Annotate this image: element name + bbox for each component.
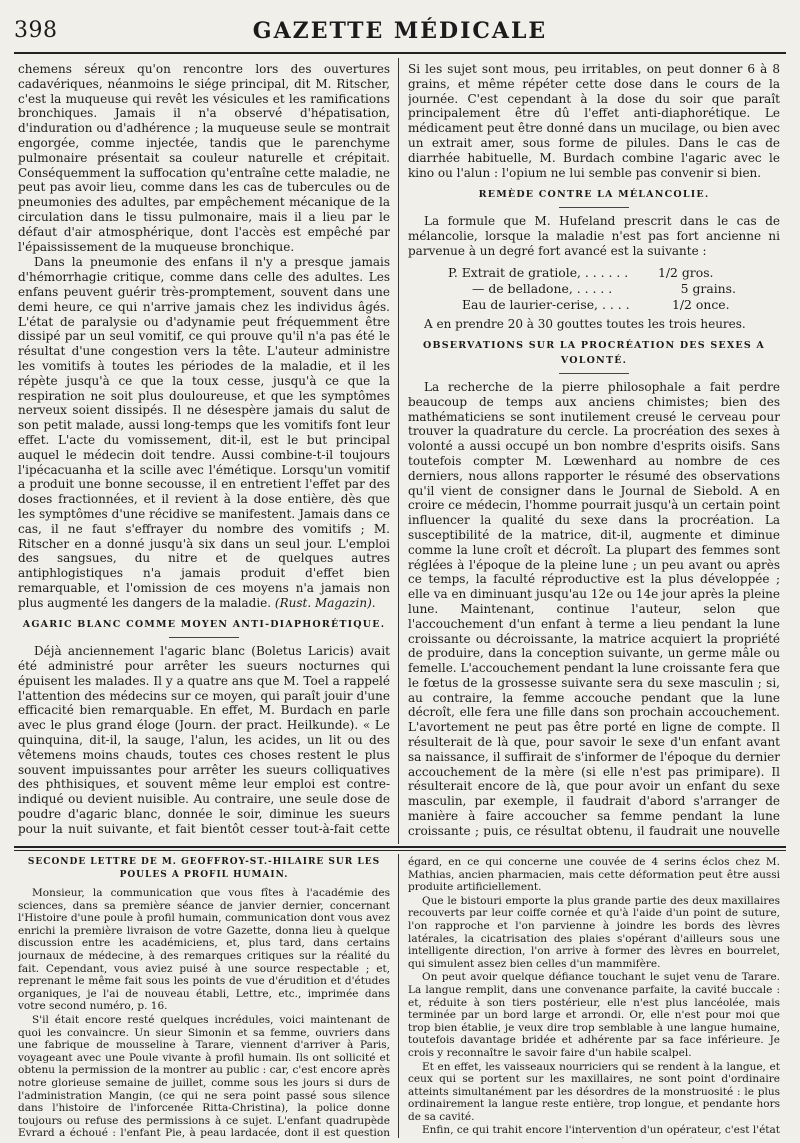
feuilleton-rule xyxy=(14,846,786,848)
feuilleton-left-column xyxy=(18,856,390,1138)
article-paragraph: La recherche de la pierre philosophale a fait perdre beaucoup de temps aux anciens chimistes; bien des mathématiciens se sont inutilement creusé le cerveau pour trouver la quadrature du cercle. La procréation des sexes à volonté a aussi occupé un bon nombre d'esprits oisifs. Sans toutefois compter M. Lœwenhard au nombre de ces derniers, nous allons rapporter le résumé des observations qu'il vient de consigner dans le Journal de Siebold. A en croire ce médecin, l'homme pourrait jusqu'à un certain point influencer la qualité du sexe dans la procréation. La susceptibilité de la matrice, dit-il, augmente et diminue comme la lune croît et décroît. La plupart des femmes sont réglées à l'époque de la pleine lune ; un peu avant ou après ce temps, la faculté réproductive est la plus développée ; elle va en diminuant jusqu'au 12e ou 14e jour après la pleine lune. Maintenant, continue l'auteur, selon que l'accouchement d'un enfant à terme a lieu pendant la lune croissante ou décroissante, la matrice acquiert la propriété de produire, dans la conception suivante, un germe mâle ou femelle. L'accouchement pendant la lune croissante fera que le fœtus de la grossesse suivante sera du sexe masculin ; si, au contraire, la femme accouche pendant que la lune décroît, elle fera une fille dans son prochain accouchement. L'avortement ne peut pas être porté en ligne de compte. Il résulterait de là que, pour savoir le sexe d'un enfant avant sa naissance, il suffirait de s'informer de l'époque du dernier accouchement de la mère (si elle n'est pas primipare). Il résulterait encore de là, que pour avoir un enfant du sexe masculin, par exemple, il faudrait d'abord s'arranger de manière à faire accoucher sa femme pendant la lune croissante ; puis, ce résultat obtenu, il faudrait une nouvelle xyxy=(408,379,780,837)
recipe-list xyxy=(448,265,780,313)
feuilleton-paragraph: égard, en ce qui concerne une couvée de 4 serins éclos chez M. Mathias, ancien pharmacien, mais cette déformation peut être aussi produite artificiellement. xyxy=(408,856,780,894)
feuilleton-paragraph: Enfin, ce qui trahit encore l'intervention d'un opérateur, c'est l'état xyxy=(422,1124,780,1137)
feuilleton-paragraph: Et en effet, les vaisseaux nourriciers qui se rendent à la langue, et ceux qui se portent sur les maxillaires, ne sont point d'ordinaire atteints simultanément par les désordres de la monstruosité : le plus ordinairement la langue reste entière, trop longue, et pendante hors de sa cavité. xyxy=(408,1060,780,1123)
article-paragraph: Si les sujet sont mous, peu irritables, on peut donner 6 à 8 grains, et même répéter cette dose dans le cours de la journée. C'est cependant à la dose du soir que paraît principalement être dû l'effet anti-diaphorétique. Le médicament peut être donné dans un mucilage, ou bien avec un extrait amer, sous forme de pilules. Dans le cas de diarrhée habituelle, M. Burdach combine l'agaric avec le kino ou l'alun : l'opium ne lui semble pas convenir si bien. xyxy=(408,62,780,180)
left-column xyxy=(18,62,390,837)
right-column xyxy=(408,62,780,837)
article-paragraph: Dans la pneumonie des enfans il n'y a presque jamais d'hémorrhagie critique, comme dans celle des adultes. Les enfans peuvent guérir très-promptement, souvent dans une demi heure, ce qui n'arrive jamais chez les individus âgés. L'état de paralysie ou d'adynamie peut fréquemment être dissipé par un seul vomitif, ce qui prouve qu'il n'a pas été le résultat d'une congestion vers la tête. L'auteur administre les vomitifs à toutes les périodes de la maladie, et il les répète jusqu'à ce que la toux cesse, jusqu'à ce que la respiration ne soit plus douloureuse, et que les symptômes nerveux soient dissipés. Il ne désespère jamais du salut de son petit malade, aussi long-temps que les vomitifs font leur effet. L'acte du vomissement, dit-il, est le but principal auquel le médecin doit tendre. Aussi combine-t-il toujours l'ipécacuanha et la scille avec l'émétique. Lorsqu'un vomitif a produit une bonne secousse, il en entretient l'effet par des doses fractionnées, et il revient à la dose entière, dès que les symptômes d'une récidive se manifestent. Jamais dans ce cas, il ne faut s'effrayer du nombre des vomitifs ; M. Ritscher en a donné jusqu'à six dans un seul jour. L'emploi des sangsues, du nitre et de quelques autres antiphlogistiques n'a jamais produit d'effet bien remarquable, et l'omission de ces moyens n'a jamais non plus augmenté les dangers de la maladie. (Rust. Magazin). xyxy=(18,255,390,610)
section-title: OBSERVATIONS SUR LA PROCRÉATION DES SEXES A VOLONTÉ. xyxy=(408,339,780,374)
feuilleton-paragraph: Monsieur, la communication que vous fîtes à l'académie des sciences, dans sa première séance de janvier dernier, concernant l'Histoire d'une poule à profil humain, communication dont vous avez enrichi la première livraison de votre Gazette, donna lieu à quelque discussion entre les académiciens, et, plus tard, dans certains journaux de médecine, à des remarques critiques sur la réalité du fait. Cependant, vous aviez puisé à une source respectable ; et, reprenant le même fait sous les points de vue d'érudition et d'études organiques, je l'ai de nouveau établi, Lettre, etc., imprimée dans votre second numéro, p. 16. xyxy=(18,887,390,1013)
page-header xyxy=(0,0,800,52)
recipe-line: — de belladone, . . . . . 5 grains. xyxy=(472,280,736,296)
recipe-note: A en prendre 20 à 30 gouttes toutes les trois heures. xyxy=(424,316,746,331)
article-paragraph: La formule que M. Hufeland prescrit dans le cas de mélancolie, lorsque la maladie n'est pas fort ancienne ni parvenue à un degré fort avancé est la suivante : xyxy=(408,214,780,258)
feuilleton-paragraph: S'il était encore resté quelques incrédules, voici maintenant de quoi les convaincre. Un sieur Simonin et sa femme, ouvriers dans une fabrique de mousseline à Tarare, viennent d'arriver à Paris, voyageant avec une Poule vivante à profil humain. Ils ont sollicité et obtenu la permission de la montrer au public : car, c'est encore après notre glorieuse semaine de juillet, comme sous les jours si durs de l'administration Mangin, (ce qui ne sera point passé sous silence dans l'histoire de l'inforcenée Ritta-Christina), la police donne toujours ou refuse des permissions à ce sujet. L'enfant quadrupède Evrard a échoué : l'enfant Pie, à peau lardacée, dont il est question xyxy=(18,1013,390,1138)
section-title: AGARIC BLANC COMME MOYEN ANTI-DIAPHORÉTIQUE. xyxy=(18,618,390,638)
section-rule xyxy=(169,637,239,638)
page-number: 398 xyxy=(14,18,58,43)
recipe-line: P. Extrait de gratiole, . . . . . . 1/2 gros. xyxy=(448,264,714,280)
feuilleton-paragraph: On peut avoir quelque défiance touchant le sujet venu de Tarare. La langue remplit, dans une convenance parfaite, la cavité buccale : et, réduite à son tiers postérieur, elle n'est plus lancéolée, mais terminée par un bord large et arrondi. Or, elle n'est pour moi que trop bien établie, je veux dire trop semblable à une langue humaine, toutefois davantage bridée et adhérente par sa face inférieure. Je crois y reconnaître le savoir faire d'un habile scalpel. xyxy=(408,971,780,1059)
feuilleton-title: SECONDE LETTRE DE M. GEOFFROY-ST.-HILAIRE SUR LES POULES A PROFIL HUMAIN. xyxy=(27,857,381,880)
section-rule xyxy=(559,373,629,374)
column-divider xyxy=(398,58,399,844)
feuilleton-rule-thin xyxy=(14,850,786,851)
feuilleton-right-column xyxy=(408,856,780,1138)
header-rule xyxy=(14,52,786,54)
section-rule xyxy=(559,207,629,208)
recipe-line: Eau de laurier-cerise, . . . . 1/2 once. xyxy=(462,296,730,312)
article-paragraph: chemens séreux qu'on rencontre lors des ouvertures cadavériques, néanmoins le siége principal, dit M. Ritscher, c'est la muqueuse qui revêt les vésicules et les ramifications bronchiques. Jamais il n'a observé d'hépatisation, d'induration ou d'adhérence ; la muqueuse seule se montrait engorgée, comme injectée, tandis que le parenchyme pulmonaire présentait sa couleur naturelle et crépitait. Conséquemment la suffocation qu'entraîne cette maladie, ne peut pas avoir lieu, comme dans les cas de tubercules ou de pneumonies des adultes, par empêchement mécanique de la circulation dans le tissu pulmonaire, mais il a lieu par le défaut d'air atmosphérique, dont l'accès est empêché par l'épaississement de la muqueuse bronchique. xyxy=(18,62,390,254)
masthead-title: GAZETTE MÉDICALE xyxy=(252,18,548,44)
feuilleton-column-divider xyxy=(398,854,399,1138)
feuilleton-paragraph: Que le bistouri emporte la plus grande partie des deux maxillaires recouverts par leur coiffe cornée et qu'à l'aide d'un point de suture, l'on rapproche et l'on parvienne à joindre les bords des lèvres latérales, la cicatrisation des plaies s'opérant d'ailleurs sous une intelligente direction, l'on arrive à former des lèvres en bourrelet, qui simulent assez bien celles d'un mammifère. xyxy=(408,894,780,970)
source-citation: (Rust. Magazin). xyxy=(274,595,376,610)
section-title: REMÈDE CONTRE LA MÉLANCOLIE. xyxy=(408,188,780,208)
article-paragraph: Déjà anciennement l'agaric blanc (Boletus Laricis) avait été administré pour arrêter les sueurs nocturnes qui épuisent les malades. Il y a quatre ans que M. Toel a rappelé l'attention des médecins sur ce moyen, qui paraît jouir d'une efficacité bien remarquable. En effet, M. Burdach en parle avec le plus grand éloge (Journ. der pract. Heilkunde). « Le quinquina, dit-il, la sauge, l'alun, les acides, un lit ou des vêtemens moins chauds, toutes ces choses restent le plus souvent impuissantes pour arrêter les sueurs colliquatives des phthisiques, et souvent même leur emploi est contre-indiqué ou devient nuisible. Au contraire, une seule dose de poudre d'agaric blanc, donnée le soir, diminue les sueurs pour la nuit suivante, et fait bientôt cesser tout-à-fait cette xyxy=(18,644,390,836)
